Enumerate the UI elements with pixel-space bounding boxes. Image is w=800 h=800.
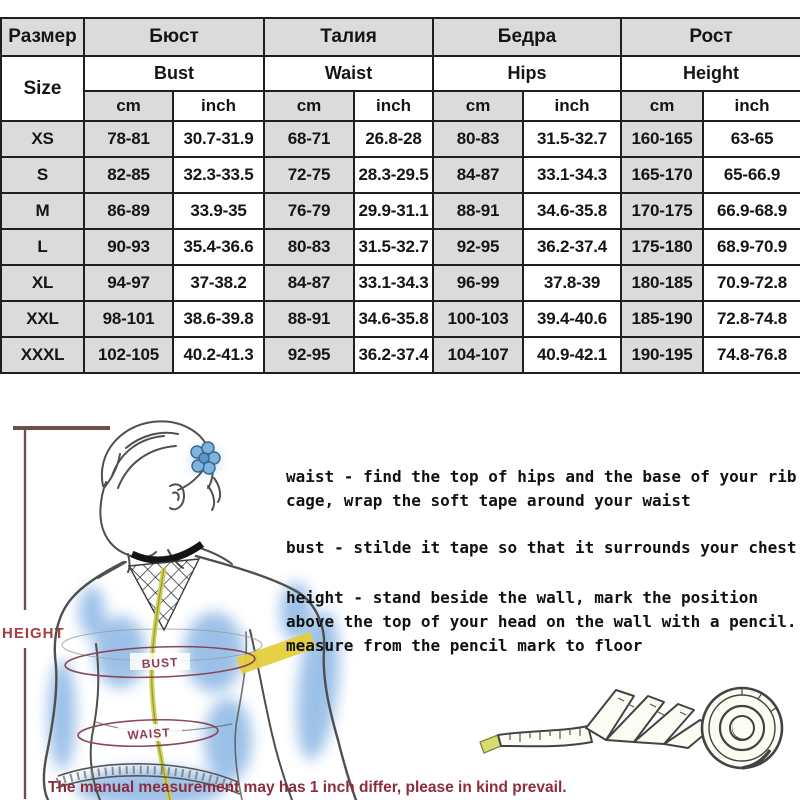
size-table-row xyxy=(1,157,800,193)
header-row-en xyxy=(1,56,800,91)
measurement-cell: 76-79 xyxy=(264,193,354,229)
measurement-cell: 38.6-39.8 xyxy=(173,301,264,337)
measurement-instructions xyxy=(286,465,800,658)
measurement-cell: 185-190 xyxy=(621,301,703,337)
size-table-row xyxy=(1,121,800,157)
measurement-cell: 100-103 xyxy=(433,301,523,337)
measurement-cell: 29.9-31.1 xyxy=(354,193,433,229)
size-cell: XXL xyxy=(1,301,84,337)
measurement-cell: 37-38.2 xyxy=(173,265,264,301)
measurement-cell: 68-71 xyxy=(264,121,354,157)
header-hips-ru: Бедра xyxy=(433,18,621,56)
size-table-body xyxy=(1,121,800,373)
header-razmer: Размер xyxy=(1,18,84,56)
measurement-cell: 31.5-32.7 xyxy=(523,121,621,157)
size-cell: M xyxy=(1,193,84,229)
measurement-cell: 74.8-76.8 xyxy=(703,337,800,373)
header-waist-en: Waist xyxy=(264,56,433,91)
unit-inch: inch xyxy=(523,91,621,121)
measurement-cell: 34.6-35.8 xyxy=(354,301,433,337)
measurement-cell: 102-105 xyxy=(84,337,173,373)
waist-line xyxy=(78,718,219,749)
measurement-cell: 36.2-37.4 xyxy=(523,229,621,265)
measurement-cell: 165-170 xyxy=(621,157,703,193)
measurement-cell: 32.3-33.5 xyxy=(173,157,264,193)
measurement-cell: 33.9-35 xyxy=(173,193,264,229)
measurement-cell: 30.7-31.9 xyxy=(173,121,264,157)
measurement-cell: 35.4-36.6 xyxy=(173,229,264,265)
measurement-cell: 70.9-72.8 xyxy=(703,265,800,301)
measurement-cell: 88-91 xyxy=(433,193,523,229)
height-instruction: height - stand beside the wall, mark the position above the top of your head on the wall with a pencil. measure from the pencil mark to floor xyxy=(286,588,797,655)
measurement-cell: 37.8-39 xyxy=(523,265,621,301)
measurement-cell: 68.9-70.9 xyxy=(703,229,800,265)
measurement-cell: 84-87 xyxy=(433,157,523,193)
header-bust-en: Bust xyxy=(84,56,264,91)
header-size: Size xyxy=(1,56,84,121)
unit-cm: cm xyxy=(433,91,523,121)
measurement-cell: 31.5-32.7 xyxy=(354,229,433,265)
tape-measure-icon xyxy=(480,688,782,768)
measurement-cell: 80-83 xyxy=(264,229,354,265)
measurement-cell: 36.2-37.4 xyxy=(354,337,433,373)
measurement-cell: 92-95 xyxy=(264,337,354,373)
measurement-cell: 34.6-35.8 xyxy=(523,193,621,229)
unit-cm: cm xyxy=(84,91,173,121)
unit-inch: inch xyxy=(703,91,800,121)
measurement-cell: 65-66.9 xyxy=(703,157,800,193)
unit-inch: inch xyxy=(173,91,264,121)
measurement-cell: 98-101 xyxy=(84,301,173,337)
size-chart-table xyxy=(0,17,800,374)
measurement-cell: 26.8-28 xyxy=(354,121,433,157)
size-cell: XL xyxy=(1,265,84,301)
header-row-ru xyxy=(1,18,800,56)
measurement-cell: 82-85 xyxy=(84,157,173,193)
unit-cm: cm xyxy=(621,91,703,121)
size-table-row xyxy=(1,337,800,373)
size-table-row xyxy=(1,229,800,265)
measurement-cell: 86-89 xyxy=(84,193,173,229)
units-row xyxy=(1,91,800,121)
size-cell: L xyxy=(1,229,84,265)
measurement-cell: 28.3-29.5 xyxy=(354,157,433,193)
size-table-row xyxy=(1,301,800,337)
measurement-cell: 160-165 xyxy=(621,121,703,157)
measurement-cell: 170-175 xyxy=(621,193,703,229)
measurement-cell: 39.4-40.6 xyxy=(523,301,621,337)
waist-instruction: waist - find the top of hips and the base of your rib cage, wrap the soft tape around your waist xyxy=(286,467,797,510)
size-table-row xyxy=(1,193,800,229)
measurement-cell: 33.1-34.3 xyxy=(354,265,433,301)
waist-label: WAIST xyxy=(127,725,172,743)
header-height-en: Height xyxy=(621,56,800,91)
choker-line xyxy=(132,544,202,560)
size-table-row xyxy=(1,265,800,301)
unit-inch: inch xyxy=(354,91,433,121)
measurement-cell: 94-97 xyxy=(84,265,173,301)
measurement-cell: 66.9-68.9 xyxy=(703,193,800,229)
measurement-cell: 180-185 xyxy=(621,265,703,301)
measurement-cell: 63-65 xyxy=(703,121,800,157)
unit-cm: cm xyxy=(264,91,354,121)
measurement-cell: 92-95 xyxy=(433,229,523,265)
size-cell: S xyxy=(1,157,84,193)
size-cell: XXXL xyxy=(1,337,84,373)
measurement-cell: 90-93 xyxy=(84,229,173,265)
height-label: HEIGHT xyxy=(2,625,65,642)
measurement-cell: 33.1-34.3 xyxy=(523,157,621,193)
header-bust-ru: Бюст xyxy=(84,18,264,56)
header-hips-en: Hips xyxy=(433,56,621,91)
measurement-cell: 80-83 xyxy=(433,121,523,157)
measurement-cell: 84-87 xyxy=(264,265,354,301)
bust-label: BUST xyxy=(141,655,179,671)
size-cell: XS xyxy=(1,121,84,157)
measurement-cell: 175-180 xyxy=(621,229,703,265)
measurement-cell: 96-99 xyxy=(433,265,523,301)
measurement-disclaimer: The manual measurement may has 1 inch differ, please in kind prevail. xyxy=(48,779,567,796)
bust-instruction: bust - stilde it tape so that it surrounds your chest xyxy=(286,538,797,557)
measurement-cell: 190-195 xyxy=(621,337,703,373)
measurement-cell: 78-81 xyxy=(84,121,173,157)
measurement-cell: 40.9-42.1 xyxy=(523,337,621,373)
measurement-cell: 72-75 xyxy=(264,157,354,193)
measurement-cell: 40.2-41.3 xyxy=(173,337,264,373)
scrunchie-icon xyxy=(191,442,220,474)
header-height-ru: Рост xyxy=(621,18,800,56)
measurement-cell: 104-107 xyxy=(433,337,523,373)
measurement-cell: 88-91 xyxy=(264,301,354,337)
header-waist-ru: Талия xyxy=(264,18,433,56)
measurement-cell: 72.8-74.8 xyxy=(703,301,800,337)
